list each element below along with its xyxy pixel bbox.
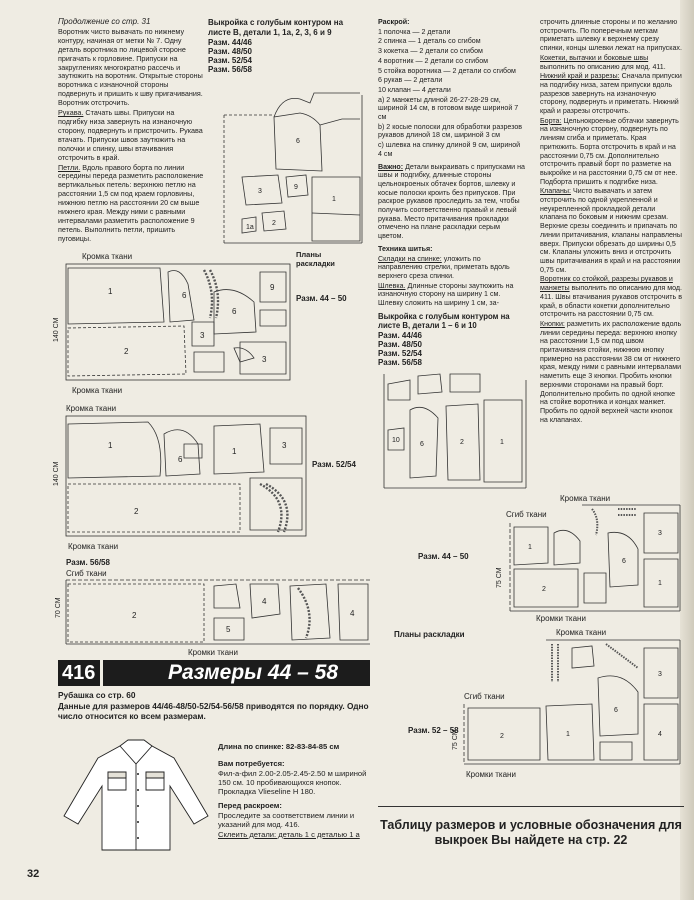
svg-text:6: 6 [420,441,424,448]
selvages-label-3: Кромки ткани [466,770,516,779]
size-44-46-b: Разм. 44/46 [378,330,422,340]
collar-paragraph: Воротник чисто вывачать по нижнему контуру, начиная от метки № 7. Одну деталь воротника по лицевой стороне пригачать к горловине. Припуски на закруглениях многократно рассечь и заутюжить на воротник. Открытые стороны воротника с изнаночной стороны подвернуть и пришить к шву пригачивания. Воротник отстрочить. [58,26,203,108]
materials-text: Фил-а-фил 2.00-2.05-2.45-2.50 м шириной 150 см. 10 пробивающихся кнопок. Прокладка Vlieseline H 180. [218,769,367,796]
svg-text:1: 1 [108,441,113,450]
yokes-heading: Кокетки, вытачки и боковые швы [540,53,649,62]
technique-heading: Техника шитья: [378,244,433,253]
layout-size-52-54: Разм. 52/54 [312,460,356,469]
loop-text: Длинные стороны заутюжить на изнаночную сторону на ширину 1 см. Шлевку сложить на ширину 1 см, за- [378,281,514,308]
svg-text:2: 2 [134,507,139,516]
cutting-item-a: а) 2 манжеты длиной 26-27-28-29 см, шириной 14 см, в готовом виде шириной 7 см [378,95,519,122]
svg-text:5: 5 [226,625,231,634]
svg-text:2: 2 [460,439,464,446]
loop-continued: строчить длинные стороны и по желанию отстрочить. По поперечным меткам приметать шлевку к верхнему срезу спинки, концы шлевки лежат на припусках. [540,18,682,53]
pattern-sheet-b-diagram-2 [380,370,530,490]
layout-size-44-50: Разм. 44 – 50 [296,294,347,303]
svg-text:1: 1 [500,439,504,446]
yokes-text: выполнить по описанию для мод. 411. [540,62,666,71]
cutting-item-1: 1 полочка — 2 детали [378,27,451,36]
page-number: 32 [27,868,40,880]
flaps-heading: Клапаны: [540,187,571,196]
size-48-50-b: Разм. 48/50 [378,339,422,349]
important-paragraph [378,163,526,241]
fronts-text: Цельнокроеные обтачки завернуть на изнаночную сторону, подвернуть по линиям сгиба и приметать. Края притюжить. Борта отстрочить в край и на расстоянии 0,75 см. Дополнительно отстрочить правый борт по разметке на выкройке и на расстоянии 0,75 см от нее. Подборта пришить к подгибке низа. [540,116,679,186]
bottom-divider [378,806,684,807]
flaps-paragraph [540,187,682,274]
selvage-label-5: Кромка ткани [560,494,611,503]
cutting-item-4: 4 воротник — 2 детали со сгибом [378,56,489,65]
selvage-label-3: Кромка ткани [66,404,117,413]
svg-text:1: 1 [528,544,532,551]
svg-text:3: 3 [262,355,267,364]
model-subtitle: Рубашка со стр. 60 [58,690,136,700]
pleats-text: уложить по направлению стрелки, приметать вдоль верхнего среза спинки. [378,254,510,280]
important-text: Детали выкраивать с припусками на швы и подгибку, длинные стороны цельнокроеных обтачек бортов, шлевку и косые полоски кроить без припусков. При раскрое рукавов проследить за тем, чтобы получить соответственно правый и левый рукава. Место притачивания прокладки отмечено на плане раскладки серым цветом. [378,162,525,241]
width-label-70: 70 СМ [55,597,62,618]
width-label-75-1: 75 СМ [496,567,503,588]
column-1-text [58,18,204,250]
model-sizes-title: Размеры 44 – 58 [168,661,338,684]
svg-text:4: 4 [658,731,662,738]
svg-text:3: 3 [658,671,662,678]
column-3-text [378,18,526,366]
cutting-item-7: 10 клапан — 4 детали [378,85,451,94]
svg-text:3: 3 [282,441,287,450]
cutting-layout-56-58 [64,578,374,648]
collar-cuffs-paragraph [540,275,682,319]
svg-text:9: 9 [270,283,275,292]
before-cutting-text: Проследите за соответствием линии и указаний для мод. 416. [218,811,355,829]
pattern-sizes [208,38,368,74]
layout-size-44-50-b: Разм. 44 – 50 [418,552,469,561]
shirt-illustration [58,728,216,853]
svg-text:1: 1 [658,580,662,587]
layout-size-52-58: Разм. 52 – 58 [408,726,459,735]
size-52-54: Разм. 52/54 [208,56,252,65]
hem-heading: Нижний край и разрезы: [540,72,620,81]
materials-heading: Вам потребуется: [218,759,285,768]
selvage-label-4: Кромка ткани [68,542,119,551]
model-banner [58,660,370,686]
fold-label-1: Сгиб ткани [66,569,107,578]
model-intro [58,690,370,730]
cutting-layout-44-50-b [508,503,684,615]
selvages-label-2: Кромки ткани [536,614,586,623]
pattern-sheet-title-2: Выкройка с голубым контуром на листе В, детали 1 – 6 и 10 [378,311,510,330]
model-number: 416 [62,662,96,684]
svg-text:2: 2 [132,611,137,620]
layout-plans-label-1: Планы раскладки [296,250,335,268]
svg-text:3: 3 [258,188,262,195]
cutting-item-5: 5 стойка воротника — 2 детали со сгибом [378,66,516,75]
model-details [218,742,370,858]
buttonholes-paragraph [58,164,204,244]
fronts-paragraph [540,117,682,187]
pattern-sheet-b-diagram [212,85,374,245]
size-56-58: Разм. 56/58 [208,65,252,74]
cutting-layout-52-54 [64,414,310,540]
cutting-item-6: 6 рукав — 2 детали [378,76,443,85]
selvage-label-1: Кромка ткани [82,252,133,261]
cutting-heading: Раскрой: [378,18,410,26]
svg-text:2: 2 [500,733,504,740]
pleats-paragraph [378,255,526,281]
hem-text: Сначала припуски на подгибку низа, затем припуски вдоль разрезов завернуть на изнаночную сторону, подвернуть и приметать. Нижний край и разрезы отстрочить. [540,72,682,116]
size-52-54-b: Разм. 52/54 [378,348,422,358]
cutting-layout-52-58 [462,638,684,768]
size-48-50: Разм. 48/50 [208,47,252,56]
svg-text:1: 1 [108,287,113,296]
svg-text:3: 3 [200,331,205,340]
svg-text:4: 4 [350,609,355,618]
cutting-item-2: 2 спинка — 1 деталь со сгибом [378,37,481,46]
snaps-text: разметить их расположение вдоль линии середины переда: верхнюю кнопку на расстоянии 1,5 см под швом притачивания стойки, нижнюю кнопку примерно на расстоянии 38 см от нижнего края, между ними с равными интервалами наметить еще 3 кнопки. Пробить кнопки верхними сторонами на правый борт. Дополнительно пробить по одной кнопке на стойке воротника и концах манжет. Пробить по одной верхней части кнопок на клапанах. [540,319,682,424]
cutting-layout-44-50 [64,262,294,384]
before-cutting-heading: Перед раскроем: [218,801,282,810]
yokes-paragraph [540,54,682,71]
svg-text:6: 6 [178,455,183,464]
loop-paragraph [378,282,526,308]
loop-heading: Шлевка. [378,281,406,290]
column-4-text [540,18,682,492]
model-size-note: Данные для размеров 44/46-48/50-52/54-56/58 приводятся по порядку. Одно число относится ко всем размерам. [58,701,369,721]
svg-text:9: 9 [294,184,298,191]
fronts-heading: Борта: [540,116,562,125]
hem-paragraph [540,72,682,116]
flaps-text: Чисто вывачать и затем отстрочить по одной укрепленной и неукрепленной прокладкой детали клапана по боковым и нижним срезам. Верхние срезы соединить и припачать по линии притачивания, клапаны направлены вверх. Припуски обрезать до ширины 0,5 см. Клапаны уложить вниз и отстрочить швы притачивания в край и на расстоянии 0,75 см. [540,187,682,274]
svg-text:6: 6 [182,291,187,300]
buttonholes-text: Вдоль правого борта по линии середины переда разметить расположение вертикальных петель: верхнюю петлю на расстоянии 1,5 см под краем горловины, нижнюю петлю на расстоянии 20 см выше нижнего края. Между ними с равными интервалами разметить расположение 9 петель. Выполнить петли, пришить пуговицы. [58,162,204,243]
width-label-140-1: 140 СМ [53,317,60,342]
cutting-item-b: b) 2 косые полоски для обработки разрезов рукавов длиной 18 см, шириной 3 см [378,122,523,140]
fold-label-3: Сгиб ткани [464,692,505,701]
buttonholes-heading: Петли. [58,162,81,172]
svg-text:1: 1 [566,731,570,738]
svg-text:10: 10 [392,437,400,444]
layout-plans-label-2: Планы раскладки [394,630,465,639]
svg-text:2: 2 [272,220,276,227]
svg-text:2: 2 [124,347,129,356]
important-heading: Важно: [378,162,404,171]
svg-text:1: 1 [232,447,237,456]
snaps-heading: Кнопки: [540,319,565,328]
sleeves-heading: Рукава. [58,108,84,118]
svg-text:3: 3 [658,530,662,537]
svg-text:1а: 1а [246,224,254,231]
selvage-label-2: Кромка ткани [72,386,123,395]
svg-text:6: 6 [232,307,237,316]
svg-text:6: 6 [296,138,300,145]
selvage-label-6: Кромка ткани [556,628,607,637]
svg-text:2: 2 [542,586,546,593]
cutting-item-3: 3 кокетка — 2 детали со сгибом [378,47,483,56]
width-label-140-2: 140 СМ [53,461,60,486]
size-table-note: Таблицу размеров и условные обозначения для выкроек Вы найдете на стр. 22 [380,818,682,847]
continued-from: Продолжение со стр. 31 [58,18,151,26]
layout-size-56-58: Разм. 56/58 [66,558,110,567]
sleeves-paragraph [58,109,204,162]
svg-text:6: 6 [622,558,626,565]
cutting-item-c: c) шлевка на спинку длиной 9 см, шириной 4 см [378,141,521,158]
selvages-label-1: Кромки ткани [188,648,238,657]
width-label-75-2: 75 СМ [452,729,459,750]
pattern-sheet-title: Выкройка с голубым контуром на листе В, детали 1, 1а, 2, 3, 6 и 9 [208,18,344,37]
sleeves-text: Стачать швы. Припуски на подгибку низа завернуть на изнаночную сторону, подвернуть и пристрочить. Рукава втачать. Припуски швов заутюжить на полочки и спинку, швы втачивания отстрочить в край. [58,108,203,162]
pattern-sizes-2 [378,331,526,366]
snaps-paragraph [540,320,682,424]
pattern-sheet-b-info [208,18,368,88]
svg-text:6: 6 [614,707,618,714]
size-44-46: Разм. 44/46 [208,38,252,47]
before-cutting-glue: Склеить детали: деталь 1 с деталью 1 а [218,830,360,839]
svg-text:4: 4 [262,597,267,606]
size-56-58-b: Разм. 56/58 [378,357,422,366]
fold-label-2: Сгиб ткани [506,510,547,519]
back-length: Длина по спинке: 82-83-84-85 см [218,742,340,751]
pleats-heading: Складки на спинке: [378,254,442,263]
collar-cuffs-heading: Воротник со стойкой, разрезы рукавов и манжеты [540,275,673,293]
collar-cuffs-text: выполнить по описанию для мод. 411. Швы втачивания рукавов отстрочить в край, в области кокетки дополнительно отстрочить на расстоянии 0,75 см. [540,284,682,319]
banner-divider [100,660,103,686]
svg-text:1: 1 [332,196,336,203]
